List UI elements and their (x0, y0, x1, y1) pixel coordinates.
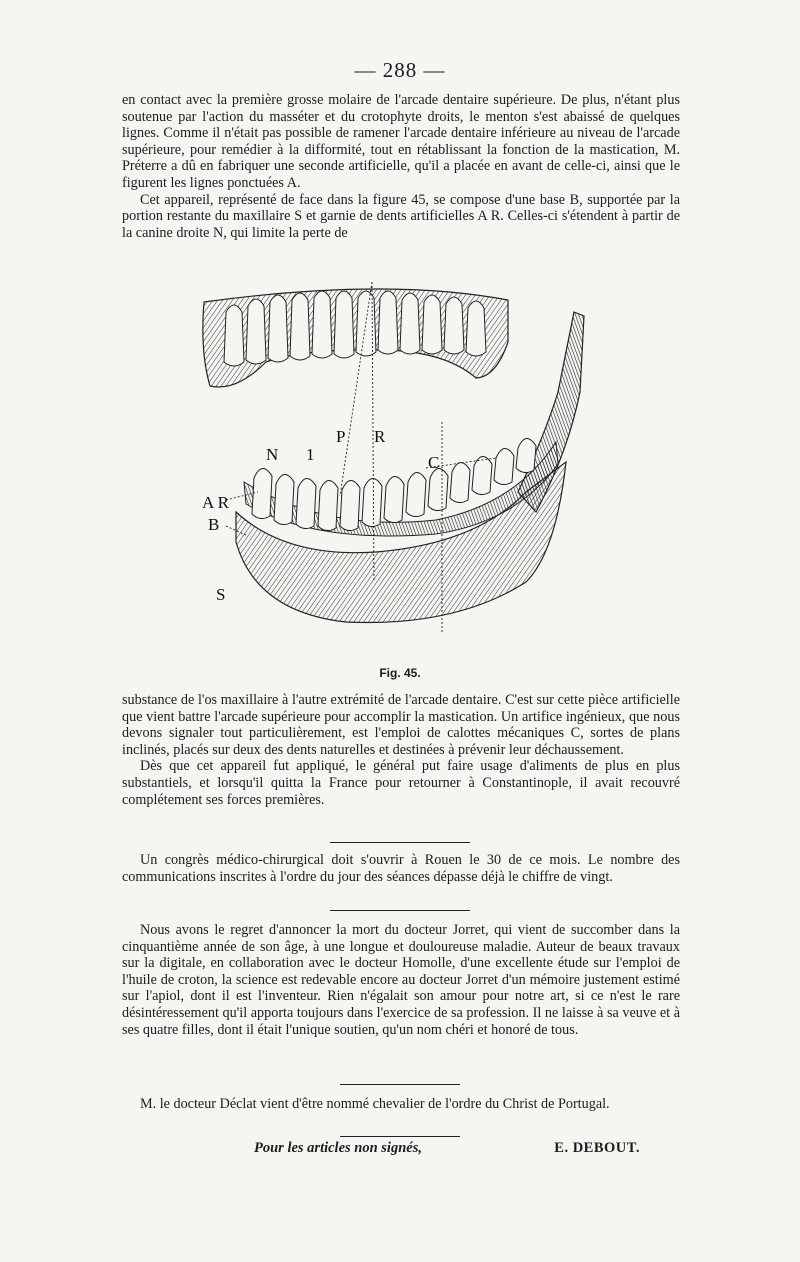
signature-name: E. DEBOUT. (554, 1140, 640, 1156)
jaw-engraving (196, 282, 586, 658)
figure-45-jaw-illustration (196, 282, 586, 658)
paragraph: substance de l'os maxillaire à l'autre extrémité de l'arcade dentaire. C'est sur cette pièce artificielle que vient battre l'arcade supérieure pour accomplir la mastication. Un artifice ingénieux, que nous devons signaler tout particulièrement, est l'emploi de calottes mécaniques C, sortes de plans inclinés, placés sur deux des dents naturelles et destinées à prévenir leur déchaussement. (122, 692, 680, 758)
section-divider (330, 842, 470, 843)
signature-line (254, 1140, 640, 1157)
page-number: — 288 — (354, 58, 446, 82)
paragraph: Dès que cet appareil fut appliqué, le général put faire usage d'aliments de plus en plus substantiels, et lorsqu'il quitta la France pour retourner à Constantinople, il avait recouvré complétement ses forces premières. (122, 758, 680, 808)
label-S: S (216, 585, 226, 604)
news-item-congres (122, 852, 680, 885)
label-P: P (336, 427, 346, 446)
news-item-declat (122, 1096, 680, 1113)
section-divider (340, 1136, 460, 1137)
news-item-jorret (122, 922, 680, 1038)
label-R: R (374, 427, 386, 446)
paragraph: en contact avec la première grosse molaire de l'arcade dentaire supérieure. De plus, n'étant plus soutenue par l'action du masséter et du crotophyte droits, le menton s'est abaissé de quelques lignes. Comme il n'était pas possible de ramener l'arcade dentaire inférieure au niveau de l'arcade supérieure, pour remédier à la difformité, tout en rétablissant la fonction de la mastication, M. Préterre a dû en fabriquer une seconde artificielle, qu'il a placée en avant de celle-ci, ainsi que le figurent les lignes ponctuées A. (122, 92, 680, 191)
paragraph: Nous avons le regret d'annoncer la mort du docteur Jorret, qui vient de succomber dans la cinquantième année de son âge, à une longue et douloureuse maladie. Auteur de beaux travaux sur la digitale, en collaboration avec le docteur Homolle, d'une excellente étude sur l'emploi de l'huile de croton, la science est redevable encore au docteur Jorret d'un mémoire justement estimé sur l'apiol, dont il est l'inventeur. Rien n'égalait son amour pour notre art, si ce n'est le rare désintéressement qu'il apporta toujours dans l'exercice de sa profession. Il ne laisse à sa veuve et à ses quatre filles, dont il était l'unique soutien, qu'un nom chéri et honoré de tous. (122, 922, 680, 1038)
label-N: N (266, 445, 279, 464)
signature-note: Pour les articles non signés, (254, 1140, 422, 1156)
figure-caption: Fig. 45. (379, 666, 421, 680)
label-AR: A R (202, 493, 229, 512)
paragraph: Cet appareil, représenté de face dans la figure 45, se compose d'une base B, supportée par la portion restante du maxillaire S et garnie de dents artificielles A R. Celles-ci s'étendent à partir de la canine droite N, qui limite la perte de (122, 191, 680, 241)
label-B: B (208, 515, 220, 534)
body-text-top (122, 92, 680, 241)
section-divider (340, 1084, 460, 1085)
paragraph: Un congrès médico-chirurgical doit s'ouvrir à Rouen le 30 de ce mois. Le nombre des communications inscrites à l'ordre du jour des séances dépasse déjà le chiffre de vingt. (122, 852, 680, 885)
paragraph: M. le docteur Déclat vient d'être nommé chevalier de l'ordre du Christ de Portugal. (140, 1096, 610, 1112)
section-divider (330, 910, 470, 911)
label-1: 1 (306, 445, 315, 464)
body-text-mid (122, 692, 680, 808)
label-C: C (428, 453, 440, 472)
